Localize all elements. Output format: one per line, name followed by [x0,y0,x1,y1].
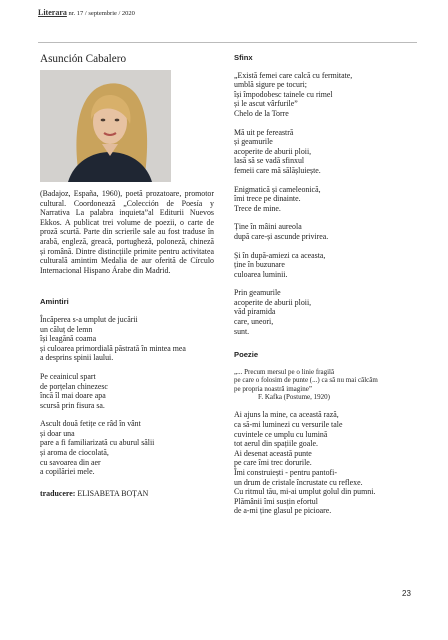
stanza [234,251,414,280]
verse-line: și geamurile [234,137,273,147]
verse-line: Trece de mine. [234,203,281,213]
page-header [38,8,135,17]
verse-line: își leagănă coama [40,334,97,344]
verse-line: umblă sigure pe tocuri; [234,80,307,90]
epigraph-line: „... Precum mersul pe o linie fragilă [234,367,335,376]
epigraph-line: pe propria noastră imagine” [234,384,312,393]
issue-info: nr. 17 / septembrie / 2020 [68,10,135,17]
verse-line: cuvintele ce umplu cu lumină [234,429,328,439]
verse-line: Plămânii îmi susțin efortul [234,496,318,506]
verse-line: Încăperea s-a umplut de jucării [40,314,138,324]
poem-title: Amintiri [40,297,69,307]
epigraph-line: pe care o folosim de punte (...) ca să nu mai călcăm [234,376,378,385]
stanza [234,71,414,119]
author-photo [40,70,171,182]
verse-line: pare a fi familiarizată cu aburul sălii [40,438,155,448]
verse-line: „Există femei care calcă cu fermitate, [234,70,353,80]
stanza [234,222,414,241]
poem-title: Sfinx [234,53,253,62]
verse-line: încă îl mai doare apa [40,391,106,401]
verse-line: și aroma de ciocolată, [40,448,109,458]
author-name: Asunción Cabalero [40,53,127,65]
left-column [40,53,214,498]
verse-line: acoperite de aburii ploii, [234,297,312,307]
verse-line: un drum de cristale încrustate cu reflexe. [234,477,363,487]
stanza [40,315,214,363]
verse-line: sunt. [234,326,250,336]
verse-line: Îmi construiești - pentru pantofi- [234,468,337,478]
verse-line: de porțelan chinezesc [40,381,108,391]
verse-line: un căluț de lemn [40,324,93,334]
verse-line: Ai ajuns la mine, ca această rază, [234,410,339,420]
verse-line: Ține în mâini aureola [234,222,302,232]
header-divider [38,42,417,43]
verse-line: pe care îmi trec dorurile. [234,458,312,468]
verse-line: Cu ritmul tău, mi-ai umplut golul din pumni. [234,487,376,497]
stanza [234,128,414,176]
verse-line: după care-și ascunde privirea. [234,231,329,241]
epigraph-source: F. Kafka (Postume, 1920) [258,393,330,402]
translation-credit [40,489,214,499]
verse-line: Și în după-amiezi ca aceasta, [234,250,326,260]
verse-line: culoarea luminii. [234,269,288,279]
verse-line: scursă prin fisura sa. [40,400,105,410]
translator-name: ELISABETA BOȚAN [77,488,149,498]
stanza [40,419,214,477]
verse-line: care, uneori, [234,317,274,327]
verse-line: cu savoarea din aer [40,457,101,467]
verse-line: acoperite de aburii ploii, [234,146,312,156]
verse-line: și doar una [40,428,75,438]
poem-title: Poezie [234,350,259,360]
credit-label: traducere: [40,488,76,498]
verse-line: și culoarea primordială păstrată în mintea mea [40,343,186,353]
right-column [234,53,414,525]
page-number: 23 [402,589,411,598]
verse-line: Pe ceainicul spart [40,371,96,381]
stanza [234,288,414,336]
verse-line: Ascult două fetițe ce râd în vânt [40,419,141,429]
magazine-logo: Literara [38,8,67,17]
author-bio: (Badajoz, España, 1960), poetă prozatoare, promotor cultural. Coordonează „Colección de Poesía y Narrativa La palabra inquieta”al Editurii Nuevos Ekkos. A publicat trei volume de poezii, o carte de proză scurtă. Parte din scrierile sale au fost traduse în arabă, engleză, greacă, portugheză, poloneză, chineză și română. Dintre distincțiile primite pentru activitatea culturală amintim Medalia de aur oferită de Círculo Internacional Hispano Árabe din Madrid. [40,189,214,275]
portrait-image [40,70,171,182]
verse-line: de a-mi ține glasul pe picioare. [234,506,332,516]
verse-line: văd piramida [234,307,276,317]
verse-line: tot aerul din spațiile goale. [234,439,318,449]
epigraph [234,368,414,402]
verse-line: Ai desenat această punte [234,448,312,458]
verse-line: ca să-mi luminezi cu versurile tale [234,420,343,430]
verse-line: a copilăriei mele. [40,467,95,477]
verse-line: Prin geamurile [234,288,281,298]
verse-line: lasă să se vadă sfinxul [234,156,305,166]
stanza [234,410,414,516]
verse-line: îmi trece pe dinainte. [234,194,301,204]
verse-line: ține în buzunare [234,260,285,270]
verse-line: și le ascut vârfurile” [234,99,298,109]
verse-line: își împodobesc tainele cu rimel [234,89,333,99]
stanza [234,185,414,214]
verse-line: Chelo de la Torre [234,108,289,118]
stanza [40,372,214,410]
verse-line: Enigmatică și cameleonică, [234,184,321,194]
verse-line: Mă uit pe fereastră [234,127,294,137]
verse-line: a desprins spinii laului. [40,353,114,363]
verse-line: femeii care mă sălășluiește. [234,165,321,175]
